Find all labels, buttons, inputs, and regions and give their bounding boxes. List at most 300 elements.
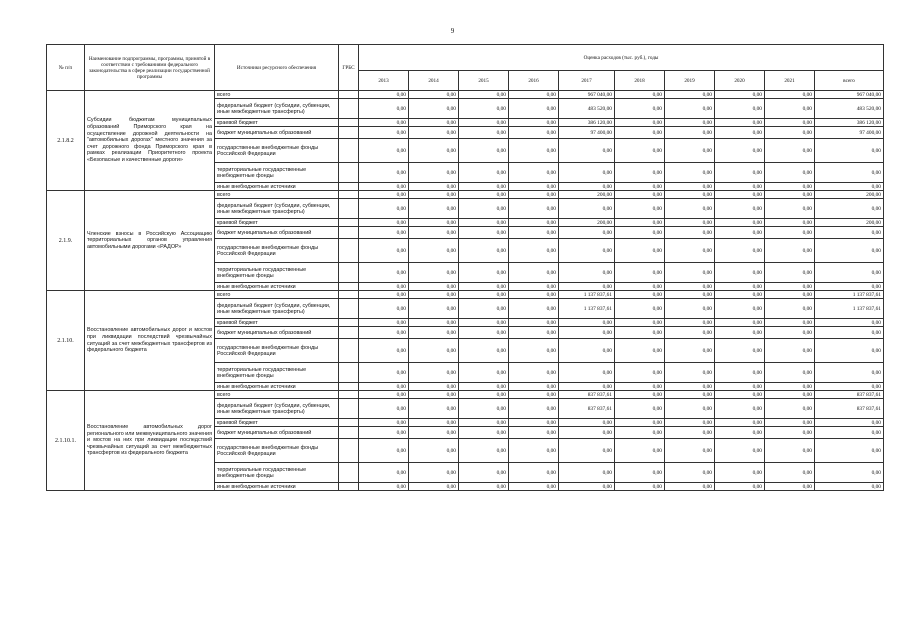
total-value: 0,00	[815, 419, 884, 427]
year-value: 0,00	[765, 419, 815, 427]
grbs-cell	[339, 291, 359, 299]
header-program-name: Наименование подпрограммы, программы, принятой в соответствии с требованиями федерального законодательства в сфере реализации государственной программы	[85, 45, 215, 91]
year-value: 0,00	[615, 219, 665, 227]
year-value: 0,00	[715, 319, 765, 327]
year-value: 0,00	[459, 227, 509, 239]
year-value: 0,00	[409, 483, 459, 491]
year-value: 0,00	[765, 183, 815, 191]
funding-source-label: федеральный бюджет (субсидии, субвенции, иные межбюджетные трансферты)	[215, 99, 339, 119]
total-value: 0,00	[815, 183, 884, 191]
year-value: 0,00	[559, 339, 615, 363]
year-value: 0,00	[615, 483, 665, 491]
year-value: 0,00	[459, 363, 509, 383]
year-value: 0,00	[459, 91, 509, 99]
year-value: 0,00	[409, 91, 459, 99]
year-value: 0,00	[665, 291, 715, 299]
year-value: 0,00	[615, 319, 665, 327]
year-value: 0,00	[615, 99, 665, 119]
year-value: 0,00	[509, 439, 559, 463]
year-value: 0,00	[615, 239, 665, 263]
total-value: 0,00	[815, 319, 884, 327]
year-value: 0,00	[559, 183, 615, 191]
year-value: 0,00	[665, 339, 715, 363]
year-value: 0,00	[765, 383, 815, 391]
grbs-cell	[339, 163, 359, 183]
grbs-cell	[339, 383, 359, 391]
year-value: 0,00	[765, 391, 815, 399]
year-value: 0,00	[359, 139, 409, 163]
grbs-cell	[339, 483, 359, 491]
total-value: 0,00	[815, 483, 884, 491]
year-value: 0,00	[459, 191, 509, 199]
year-value: 0,00	[665, 299, 715, 319]
section-name: Членские взносы в Российскую Ассоциацию территориальных органов управления автомобильными дорогами «РАДОР»	[85, 191, 215, 291]
year-value: 0,00	[509, 319, 559, 327]
year-value: 0,00	[765, 339, 815, 363]
year-value: 0,00	[359, 263, 409, 283]
year-value: 0,00	[409, 299, 459, 319]
year-value: 0,00	[559, 419, 615, 427]
year-value: 0,00	[459, 127, 509, 139]
year-value: 0,00	[359, 99, 409, 119]
year-value: 0,00	[459, 163, 509, 183]
year-value: 0,00	[715, 291, 765, 299]
year-value: 0,00	[765, 119, 815, 127]
grbs-cell	[339, 419, 359, 427]
year-value: 0,00	[559, 263, 615, 283]
year-value: 0,00	[359, 419, 409, 427]
year-value: 0,00	[715, 219, 765, 227]
year-value: 0,00	[359, 391, 409, 399]
funding-source-label: бюджет муниципальных образований	[215, 427, 339, 439]
year-value: 0,00	[615, 391, 665, 399]
year-value: 0,00	[665, 391, 715, 399]
year-value: 200,00	[559, 191, 615, 199]
year-value: 0,00	[559, 199, 615, 219]
grbs-cell	[339, 227, 359, 239]
year-value: 0,00	[409, 239, 459, 263]
year-value: 0,00	[459, 419, 509, 427]
year-value: 0,00	[715, 283, 765, 291]
grbs-cell	[339, 427, 359, 439]
year-value: 0,00	[409, 383, 459, 391]
year-value: 0,00	[359, 283, 409, 291]
year-value: 0,00	[359, 191, 409, 199]
total-value: 0,00	[815, 163, 884, 183]
year-value: 0,00	[409, 99, 459, 119]
year-value: 0,00	[715, 99, 765, 119]
year-value: 0,00	[409, 119, 459, 127]
year-value: 0,00	[359, 119, 409, 127]
page-number: 9	[450, 27, 455, 35]
year-value: 0,00	[359, 183, 409, 191]
year-value: 0,00	[765, 163, 815, 183]
year-value: 0,00	[765, 483, 815, 491]
budget-table	[46, 44, 884, 491]
year-value: 0,00	[765, 291, 815, 299]
year-value: 0,00	[615, 91, 665, 99]
year-value: 0,00	[359, 439, 409, 463]
year-value: 0,00	[509, 291, 559, 299]
year-value: 0,00	[509, 163, 559, 183]
year-value: 0,00	[409, 427, 459, 439]
year-value: 0,00	[509, 239, 559, 263]
year-value: 0,00	[765, 319, 815, 327]
year-value: 0,00	[509, 191, 559, 199]
year-value: 0,00	[665, 419, 715, 427]
year-value: 0,00	[359, 291, 409, 299]
year-value: 0,00	[359, 91, 409, 99]
section-code: 2.1.8.2	[47, 91, 85, 191]
year-value: 0,00	[765, 283, 815, 291]
table-row	[47, 191, 884, 199]
year-value: 0,00	[559, 283, 615, 291]
year-value: 0,00	[765, 363, 815, 383]
year-value: 0,00	[715, 363, 765, 383]
year-value: 0,00	[559, 363, 615, 383]
year-value: 0,00	[765, 99, 815, 119]
year-value: 0,00	[509, 463, 559, 483]
year-value: 0,00	[509, 227, 559, 239]
grbs-cell	[339, 263, 359, 283]
year-value: 1 137 837,61	[559, 299, 615, 319]
grbs-cell	[339, 319, 359, 327]
year-value: 0,00	[715, 191, 765, 199]
year-value: 0,00	[615, 263, 665, 283]
section-code: 2.1.9.	[47, 191, 85, 291]
year-value: 0,00	[615, 383, 665, 391]
year-value: 0,00	[409, 199, 459, 219]
year-value: 0,00	[509, 199, 559, 219]
total-value: 97 400,00	[815, 127, 884, 139]
year-value: 0,00	[509, 391, 559, 399]
year-value: 0,00	[509, 327, 559, 339]
year-value: 837 837,61	[559, 391, 615, 399]
funding-source-label: краевой бюджет	[215, 419, 339, 427]
year-value: 0,00	[615, 199, 665, 219]
year-value: 0,00	[665, 427, 715, 439]
funding-source-label: государственные внебюджетные фонды Российской Федерации	[215, 139, 339, 163]
year-value: 483 520,00	[559, 99, 615, 119]
total-value: 0,00	[815, 263, 884, 283]
grbs-cell	[339, 399, 359, 419]
year-value: 0,00	[765, 263, 815, 283]
total-value: 837 837,61	[815, 399, 884, 419]
year-value: 0,00	[715, 199, 765, 219]
year-value: 0,00	[459, 319, 509, 327]
year-value: 0,00	[459, 99, 509, 119]
year-value: 0,00	[665, 363, 715, 383]
year-value: 0,00	[615, 119, 665, 127]
year-value: 0,00	[359, 363, 409, 383]
total-value: 1 137 837,61	[815, 299, 884, 319]
funding-source-label: федеральный бюджет (субсидии, субвенции, иные межбюджетные трансферты)	[215, 399, 339, 419]
year-value: 0,00	[359, 327, 409, 339]
header-year: 2021	[765, 71, 815, 91]
year-value: 0,00	[509, 383, 559, 391]
year-value: 0,00	[359, 399, 409, 419]
year-value: 0,00	[665, 127, 715, 139]
total-value: 0,00	[815, 439, 884, 463]
table-row	[47, 91, 884, 99]
year-value: 0,00	[665, 239, 715, 263]
section-code: 2.1.10.1.	[47, 391, 85, 491]
year-value: 0,00	[509, 127, 559, 139]
year-value: 0,00	[615, 183, 665, 191]
year-value: 0,00	[615, 283, 665, 291]
total-value: 0,00	[815, 239, 884, 263]
year-value: 0,00	[359, 383, 409, 391]
grbs-cell	[339, 239, 359, 263]
year-value: 0,00	[459, 299, 509, 319]
year-value: 0,00	[615, 227, 665, 239]
funding-source-label: иные внебюджетные источники	[215, 283, 339, 291]
year-value: 0,00	[765, 219, 815, 227]
total-value: 0,00	[815, 139, 884, 163]
year-value: 0,00	[509, 339, 559, 363]
year-value: 0,00	[615, 139, 665, 163]
year-value: 0,00	[665, 399, 715, 419]
year-value: 0,00	[715, 299, 765, 319]
year-value: 0,00	[615, 339, 665, 363]
funding-source-label: бюджет муниципальных образований	[215, 227, 339, 239]
year-value: 0,00	[459, 439, 509, 463]
year-value: 0,00	[665, 139, 715, 163]
year-value: 0,00	[765, 227, 815, 239]
year-value: 0,00	[459, 283, 509, 291]
grbs-cell	[339, 439, 359, 463]
year-value: 0,00	[765, 191, 815, 199]
year-value: 1 137 837,61	[559, 291, 615, 299]
year-value: 0,00	[359, 319, 409, 327]
year-value: 0,00	[665, 319, 715, 327]
year-value: 0,00	[715, 119, 765, 127]
year-value: 0,00	[765, 463, 815, 483]
year-value: 0,00	[359, 163, 409, 183]
year-value: 0,00	[459, 483, 509, 491]
year-value: 0,00	[409, 163, 459, 183]
year-value: 0,00	[715, 327, 765, 339]
year-value: 0,00	[715, 239, 765, 263]
year-value: 0,00	[459, 399, 509, 419]
year-value: 0,00	[665, 463, 715, 483]
year-value: 0,00	[765, 327, 815, 339]
year-value: 0,00	[715, 263, 765, 283]
table-row	[47, 391, 884, 399]
year-value: 0,00	[409, 263, 459, 283]
year-value: 0,00	[509, 419, 559, 427]
year-value: 0,00	[359, 463, 409, 483]
total-value: 386 120,00	[815, 119, 884, 127]
year-value: 0,00	[409, 183, 459, 191]
funding-source-label: всего	[215, 391, 339, 399]
year-value: 0,00	[409, 291, 459, 299]
section-name: Восстановление автомобильных дорог регионального или межмуниципального значения и мостов на них при ликвидации последствий чрезвычайных ситуаций за счет межбюджетных трансфертов из федерального бюджета	[85, 391, 215, 491]
year-value: 0,00	[459, 427, 509, 439]
year-value: 0,00	[665, 219, 715, 227]
year-value: 0,00	[459, 119, 509, 127]
funding-source-label: государственные внебюджетные фонды Российской Федерации	[215, 439, 339, 463]
year-value: 0,00	[559, 463, 615, 483]
year-value: 0,00	[615, 163, 665, 183]
year-value: 0,00	[409, 439, 459, 463]
funding-source-label: всего	[215, 91, 339, 99]
grbs-cell	[339, 119, 359, 127]
total-value: 0,00	[815, 363, 884, 383]
total-value: 0,00	[815, 199, 884, 219]
year-value: 0,00	[559, 139, 615, 163]
grbs-cell	[339, 339, 359, 363]
year-value: 967 040,00	[559, 91, 615, 99]
funding-source-label: территориальные государственные внебюджетные фонды	[215, 363, 339, 383]
header-year: 2018	[615, 71, 665, 91]
total-value: 837 837,61	[815, 391, 884, 399]
year-value: 0,00	[509, 283, 559, 291]
funding-source-label: федеральный бюджет (субсидии, субвенции, иные межбюджетные трансферты)	[215, 199, 339, 219]
year-value: 0,00	[359, 227, 409, 239]
total-value: 483 520,00	[815, 99, 884, 119]
funding-source-label: краевой бюджет	[215, 319, 339, 327]
grbs-cell	[339, 463, 359, 483]
year-value: 0,00	[359, 427, 409, 439]
year-value: 0,00	[615, 427, 665, 439]
year-value: 0,00	[715, 463, 765, 483]
year-value: 0,00	[665, 439, 715, 463]
grbs-cell	[339, 99, 359, 119]
year-value: 97 400,00	[559, 127, 615, 139]
year-value: 0,00	[665, 163, 715, 183]
year-value: 0,00	[559, 483, 615, 491]
year-value: 0,00	[459, 339, 509, 363]
year-value: 0,00	[409, 191, 459, 199]
year-value: 0,00	[715, 419, 765, 427]
header-number: № п/п	[47, 45, 85, 91]
year-value: 0,00	[459, 219, 509, 227]
table-row	[47, 291, 884, 299]
funding-source-label: всего	[215, 191, 339, 199]
year-value: 0,00	[509, 263, 559, 283]
year-value: 0,00	[359, 299, 409, 319]
year-value: 0,00	[559, 427, 615, 439]
year-value: 0,00	[665, 199, 715, 219]
year-value: 0,00	[615, 439, 665, 463]
grbs-cell	[339, 391, 359, 399]
year-value: 0,00	[615, 127, 665, 139]
year-value: 0,00	[459, 391, 509, 399]
year-value: 0,00	[715, 163, 765, 183]
year-value: 0,00	[409, 283, 459, 291]
grbs-cell	[339, 327, 359, 339]
year-value: 0,00	[615, 299, 665, 319]
total-value: 0,00	[815, 283, 884, 291]
year-value: 0,00	[615, 363, 665, 383]
header-expense-estimate: Оценка расходов (тыс. руб.), годы	[359, 45, 884, 71]
total-value: 0,00	[815, 427, 884, 439]
grbs-cell	[339, 199, 359, 219]
year-value: 0,00	[715, 91, 765, 99]
total-value: 967 040,00	[815, 91, 884, 99]
section-name: Субсидии бюджетам муниципальных образований Приморского края на осуществление дорожной деятельности на "автомобильных дорогах" местного значения за счет дорожного фонда Приморского края в рамках реализации Приоритетного проекта «Безопасные и качественные дороги»	[85, 91, 215, 191]
funding-source-label: государственные внебюджетные фонды Российской Федерации	[215, 339, 339, 363]
section-name: Восстановление автомобильных дорог и мостов при ликвидации последствий чрезвычайных ситуаций за счет межбюджетных трансфертов из федерального бюджета	[85, 291, 215, 391]
year-value: 0,00	[459, 263, 509, 283]
header-year: 2020	[715, 71, 765, 91]
funding-source-label: иные внебюджетные источники	[215, 383, 339, 391]
year-value: 0,00	[509, 219, 559, 227]
year-value: 0,00	[665, 263, 715, 283]
grbs-cell	[339, 139, 359, 163]
total-value: 0,00	[815, 463, 884, 483]
year-value: 386 120,00	[559, 119, 615, 127]
grbs-cell	[339, 219, 359, 227]
year-value: 0,00	[559, 319, 615, 327]
grbs-cell	[339, 299, 359, 319]
year-value: 0,00	[559, 327, 615, 339]
funding-source-label: территориальные государственные внебюджетные фонды	[215, 163, 339, 183]
grbs-cell	[339, 91, 359, 99]
year-value: 0,00	[665, 227, 715, 239]
year-value: 0,00	[765, 299, 815, 319]
funding-source-label: краевой бюджет	[215, 219, 339, 227]
year-value: 0,00	[765, 399, 815, 419]
year-value: 0,00	[409, 463, 459, 483]
year-value: 0,00	[459, 327, 509, 339]
grbs-cell	[339, 127, 359, 139]
year-value: 0,00	[559, 439, 615, 463]
year-value: 0,00	[459, 199, 509, 219]
year-value: 0,00	[615, 463, 665, 483]
header-year: 2017	[559, 71, 615, 91]
year-value: 0,00	[509, 183, 559, 191]
year-value: 0,00	[459, 139, 509, 163]
header-total: всего	[815, 71, 884, 91]
year-value: 0,00	[359, 199, 409, 219]
year-value: 0,00	[715, 391, 765, 399]
funding-source-label: федеральный бюджет (субсидии, субвенции, иные межбюджетные трансферты)	[215, 299, 339, 319]
year-value: 0,00	[509, 91, 559, 99]
funding-source-label: территориальные государственные внебюджетные фонды	[215, 263, 339, 283]
year-value: 0,00	[509, 427, 559, 439]
total-value: 200,00	[815, 191, 884, 199]
year-value: 0,00	[509, 299, 559, 319]
grbs-cell	[339, 191, 359, 199]
year-value: 0,00	[715, 183, 765, 191]
year-value: 0,00	[715, 427, 765, 439]
total-value: 0,00	[815, 327, 884, 339]
year-value: 0,00	[715, 383, 765, 391]
funding-source-label: иные внебюджетные источники	[215, 483, 339, 491]
grbs-cell	[339, 363, 359, 383]
year-value: 0,00	[359, 219, 409, 227]
year-value: 0,00	[559, 239, 615, 263]
year-value: 0,00	[559, 163, 615, 183]
year-value: 0,00	[615, 327, 665, 339]
funding-source-label: краевой бюджет	[215, 119, 339, 127]
year-value: 0,00	[459, 463, 509, 483]
year-value: 0,00	[559, 227, 615, 239]
funding-source-label: всего	[215, 291, 339, 299]
year-value: 0,00	[359, 339, 409, 363]
year-value: 0,00	[509, 399, 559, 419]
year-value: 0,00	[459, 383, 509, 391]
year-value: 0,00	[459, 183, 509, 191]
year-value: 0,00	[359, 483, 409, 491]
section-code: 2.1.10.	[47, 291, 85, 391]
funding-source-label: бюджет муниципальных образований	[215, 327, 339, 339]
year-value: 0,00	[665, 383, 715, 391]
year-value: 0,00	[459, 291, 509, 299]
header-year: 2015	[459, 71, 509, 91]
